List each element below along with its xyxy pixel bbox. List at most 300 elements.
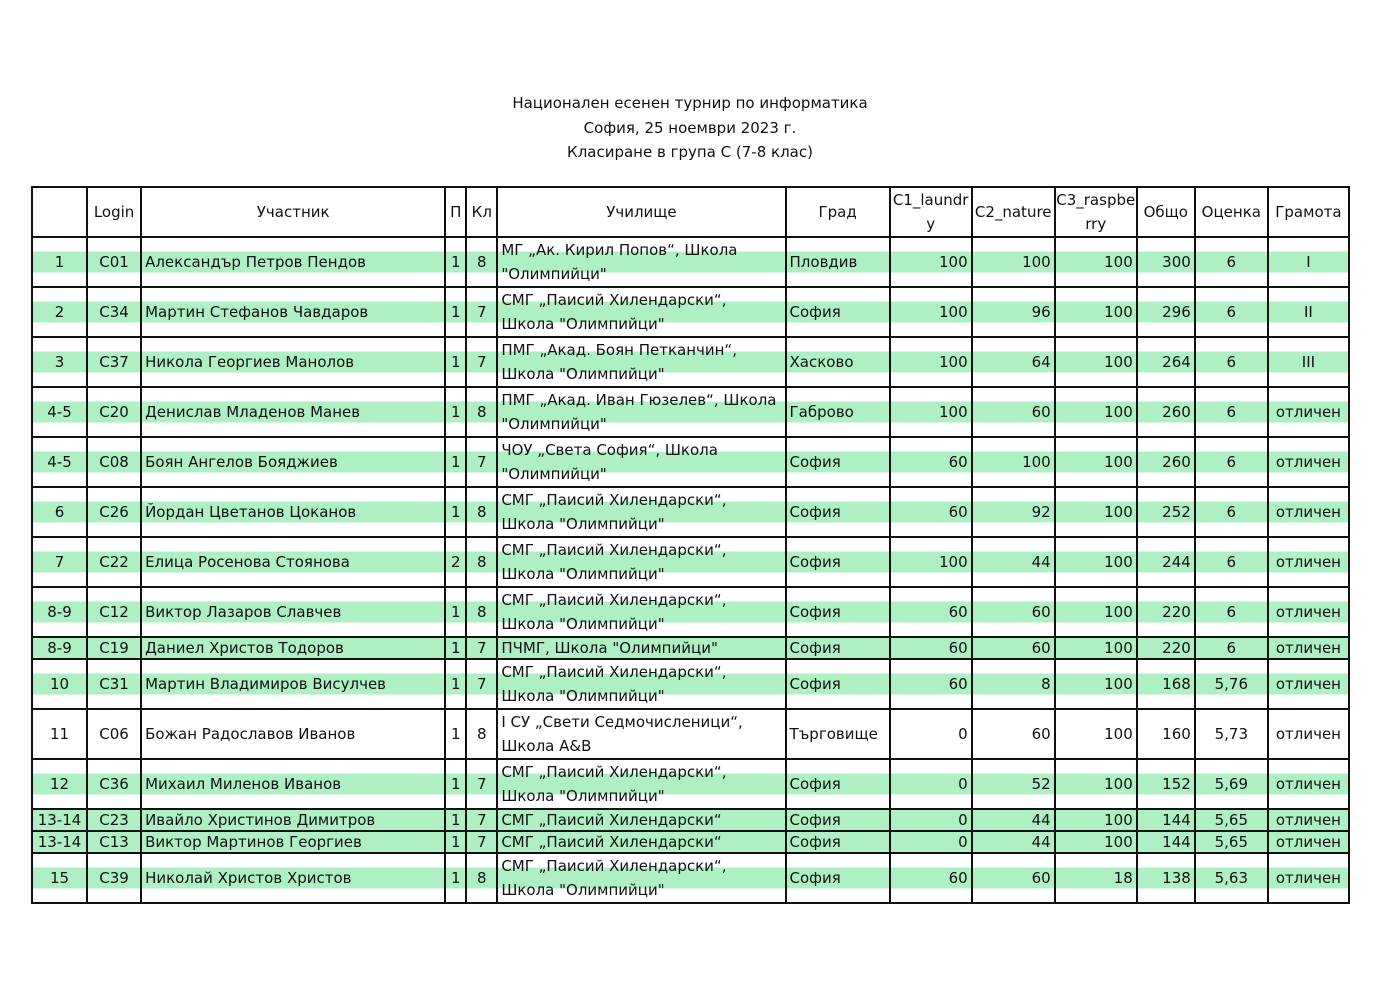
cell-class-text: 8 bbox=[477, 869, 487, 887]
cell-participant-text: Виктор Лазаров Славчев bbox=[145, 603, 342, 621]
cell-grade-text: 5,63 bbox=[1214, 869, 1249, 887]
cell-place bbox=[32, 337, 87, 387]
cell-c1-text: 60 bbox=[948, 453, 968, 471]
cell-school bbox=[497, 831, 785, 853]
col-grade-header: Оценка bbox=[1195, 187, 1268, 237]
cell-participant-text: Елица Росенова Стоянова bbox=[145, 553, 350, 571]
table-row bbox=[32, 387, 1349, 437]
cell-class-text: 8 bbox=[477, 253, 487, 271]
cell-place-text: 7 bbox=[54, 553, 65, 571]
cell-participant-text: Мартин Стефанов Чавдаров bbox=[145, 303, 369, 321]
cell-login-text: C39 bbox=[99, 869, 129, 887]
cell-participant bbox=[141, 537, 445, 587]
table-header-row bbox=[32, 187, 1349, 237]
cell-p bbox=[445, 853, 466, 903]
cell-class-text: 8 bbox=[477, 553, 487, 571]
cell-c1 bbox=[890, 587, 972, 637]
cell-grade bbox=[1195, 437, 1268, 487]
col-class-header: Кл bbox=[466, 187, 497, 237]
cell-class-text: 7 bbox=[477, 833, 487, 851]
cell-c2-text: 64 bbox=[1031, 353, 1051, 371]
cell-award bbox=[1268, 287, 1349, 337]
cell-school-text: СМГ „Паисий Хилендарски“, Школа "Олимпийци" bbox=[501, 857, 727, 899]
cell-total-text: 138 bbox=[1162, 869, 1191, 887]
cell-award-text: отличен bbox=[1275, 869, 1341, 887]
cell-c1-text: 100 bbox=[939, 553, 968, 571]
cell-total-text: 260 bbox=[1162, 453, 1191, 471]
cell-grade bbox=[1195, 853, 1268, 903]
cell-school bbox=[497, 237, 785, 287]
cell-login bbox=[87, 387, 141, 437]
cell-place bbox=[32, 587, 87, 637]
cell-city bbox=[786, 237, 890, 287]
cell-grade bbox=[1195, 237, 1268, 287]
col-p-header: П bbox=[445, 187, 466, 237]
cell-school-text: СМГ „Паисий Хилендарски“, Школа "Олимпийци" bbox=[501, 663, 727, 705]
cell-participant-text: Боян Ангелов Бояджиев bbox=[145, 453, 338, 471]
cell-total-text: 144 bbox=[1162, 811, 1191, 829]
cell-award-text: отличен bbox=[1275, 453, 1341, 471]
table-row bbox=[32, 637, 1349, 659]
cell-place bbox=[32, 487, 87, 537]
cell-c1 bbox=[890, 487, 972, 537]
cell-class bbox=[466, 759, 497, 809]
cell-p bbox=[445, 287, 466, 337]
cell-p-text: 1 bbox=[451, 639, 461, 657]
cell-c2-text: 96 bbox=[1031, 303, 1051, 321]
group-ranking-title: Класиране в група С (7-8 клас) bbox=[567, 143, 813, 161]
cell-total bbox=[1137, 637, 1195, 659]
cell-c1-text: 100 bbox=[939, 403, 968, 421]
cell-place-text: 3 bbox=[54, 353, 65, 371]
cell-place-text: 2 bbox=[54, 303, 65, 321]
cell-p-text: 1 bbox=[451, 833, 461, 851]
cell-login bbox=[87, 587, 141, 637]
cell-total-text: 144 bbox=[1162, 833, 1191, 851]
cell-place bbox=[32, 809, 87, 831]
cell-school bbox=[497, 487, 785, 537]
cell-c2 bbox=[972, 287, 1055, 337]
cell-place-text: 8-9 bbox=[47, 603, 72, 621]
col-participant-header: Участник bbox=[141, 187, 445, 237]
cell-class bbox=[466, 437, 497, 487]
cell-c2-text: 92 bbox=[1031, 503, 1051, 521]
cell-c2 bbox=[972, 759, 1055, 809]
cell-school-text: СМГ „Паисий Хилендарски“ bbox=[501, 833, 722, 851]
cell-city bbox=[786, 437, 890, 487]
cell-award-text: отличен bbox=[1275, 675, 1341, 693]
cell-class-text: 7 bbox=[477, 639, 487, 657]
cell-login-text: C01 bbox=[99, 253, 129, 271]
cell-c2 bbox=[972, 659, 1055, 709]
cell-c3 bbox=[1055, 387, 1137, 437]
cell-class bbox=[466, 387, 497, 437]
cell-class-text: 7 bbox=[477, 775, 487, 793]
cell-participant bbox=[141, 809, 445, 831]
cell-award bbox=[1268, 637, 1349, 659]
cell-total-text: 220 bbox=[1162, 603, 1191, 621]
cell-city-text: София bbox=[789, 869, 841, 887]
cell-class-text: 8 bbox=[477, 603, 487, 621]
cell-award-text: отличен bbox=[1275, 811, 1341, 829]
cell-city-text: София bbox=[789, 453, 841, 471]
cell-c1 bbox=[890, 637, 972, 659]
table-row bbox=[32, 809, 1349, 831]
cell-grade-text: 6 bbox=[1226, 403, 1237, 421]
cell-place-text: 1 bbox=[54, 253, 65, 271]
cell-login bbox=[87, 337, 141, 387]
cell-grade bbox=[1195, 809, 1268, 831]
cell-school-text: ПМГ „Акад. Иван Гюзелев“, Школа "Олимпийци" bbox=[501, 391, 777, 433]
cell-grade-text: 6 bbox=[1226, 553, 1237, 571]
cell-c3 bbox=[1055, 487, 1137, 537]
table-row bbox=[32, 237, 1349, 287]
cell-participant bbox=[141, 387, 445, 437]
cell-award bbox=[1268, 437, 1349, 487]
cell-c3-text: 100 bbox=[1104, 353, 1133, 371]
cell-participant bbox=[141, 437, 445, 487]
cell-award-text: отличен bbox=[1275, 639, 1341, 657]
cell-c1-text: 60 bbox=[948, 675, 968, 693]
cell-school bbox=[497, 809, 785, 831]
cell-c2 bbox=[972, 437, 1055, 487]
cell-participant-text: Мартин Владимиров Висулчев bbox=[145, 675, 387, 693]
cell-place bbox=[32, 537, 87, 587]
cell-grade-text: 5,76 bbox=[1214, 675, 1249, 693]
cell-school-text: ЧОУ „Света София“, Школа "Олимпийци" bbox=[501, 441, 718, 483]
cell-c3 bbox=[1055, 337, 1137, 387]
location-date: София, 25 ноември 2023 г. bbox=[583, 118, 797, 137]
cell-c3 bbox=[1055, 709, 1137, 759]
table-row bbox=[32, 853, 1349, 903]
cell-login bbox=[87, 637, 141, 659]
cell-c1-text: 60 bbox=[948, 503, 968, 521]
cell-grade-text: 5,69 bbox=[1214, 775, 1249, 793]
cell-login bbox=[87, 709, 141, 759]
cell-participant bbox=[141, 759, 445, 809]
cell-class bbox=[466, 853, 497, 903]
cell-total bbox=[1137, 237, 1195, 287]
cell-award bbox=[1268, 853, 1349, 903]
cell-city bbox=[786, 759, 890, 809]
ranking-table bbox=[31, 186, 1350, 904]
cell-participant-text: Ивайло Христинов Димитров bbox=[145, 811, 376, 829]
cell-p-text: 1 bbox=[451, 811, 461, 829]
cell-school bbox=[497, 437, 785, 487]
cell-place bbox=[32, 659, 87, 709]
cell-city-text: София bbox=[789, 833, 841, 851]
col-award-header: Грамота bbox=[1268, 187, 1349, 237]
cell-p bbox=[445, 387, 466, 437]
cell-city-text: Търговище bbox=[789, 725, 878, 743]
cell-total-text: 252 bbox=[1162, 503, 1191, 521]
cell-grade-text: 5,65 bbox=[1214, 811, 1249, 829]
cell-c3-text: 100 bbox=[1104, 453, 1133, 471]
cell-c2 bbox=[972, 387, 1055, 437]
cell-class-text: 7 bbox=[477, 453, 487, 471]
cell-c3 bbox=[1055, 637, 1137, 659]
cell-c3-text: 100 bbox=[1104, 253, 1133, 271]
cell-participant-text: Николай Христов Христов bbox=[145, 869, 352, 887]
cell-c1 bbox=[890, 437, 972, 487]
cell-place-text: 4-5 bbox=[47, 403, 72, 421]
cell-grade bbox=[1195, 487, 1268, 537]
cell-c3-text: 100 bbox=[1104, 639, 1133, 657]
cell-award-text: I bbox=[1306, 253, 1311, 271]
cell-c2-text: 100 bbox=[1022, 253, 1051, 271]
cell-award-text: отличен bbox=[1275, 775, 1341, 793]
cell-c3-text: 100 bbox=[1104, 775, 1133, 793]
cell-city-text: София bbox=[789, 675, 841, 693]
cell-place-text: 10 bbox=[49, 675, 70, 693]
cell-p-text: 1 bbox=[451, 403, 461, 421]
table-row bbox=[32, 337, 1349, 387]
cell-c1-text: 60 bbox=[948, 869, 968, 887]
cell-participant-text: Виктор Мартинов Георгиев bbox=[145, 833, 362, 851]
col-c3-header: C3_raspberry bbox=[1055, 187, 1137, 237]
cell-p-text: 1 bbox=[451, 303, 461, 321]
table-row bbox=[32, 831, 1349, 853]
cell-p-text: 1 bbox=[451, 725, 461, 743]
col-total-header: Общо bbox=[1137, 187, 1195, 237]
cell-login bbox=[87, 537, 141, 587]
cell-p bbox=[445, 237, 466, 287]
cell-c3-text: 100 bbox=[1104, 725, 1133, 743]
cell-class bbox=[466, 537, 497, 587]
cell-total-text: 220 bbox=[1162, 639, 1191, 657]
cell-place bbox=[32, 831, 87, 853]
cell-participant bbox=[141, 287, 445, 337]
cell-login-text: C36 bbox=[99, 775, 129, 793]
cell-c3-text: 100 bbox=[1104, 833, 1133, 851]
cell-c3-text: 100 bbox=[1104, 553, 1133, 571]
cell-c2-text: 100 bbox=[1022, 453, 1051, 471]
cell-c1 bbox=[890, 759, 972, 809]
cell-class bbox=[466, 237, 497, 287]
cell-award bbox=[1268, 387, 1349, 437]
cell-city-text: София bbox=[789, 603, 841, 621]
cell-c1-text: 100 bbox=[939, 303, 968, 321]
cell-total bbox=[1137, 387, 1195, 437]
cell-city-text: София bbox=[789, 303, 841, 321]
cell-award-text: II bbox=[1303, 303, 1313, 321]
table-row bbox=[32, 537, 1349, 587]
cell-c1-text: 0 bbox=[958, 811, 968, 829]
cell-school-text: СМГ „Паисий Хилендарски“, Школа "Олимпийци" bbox=[501, 763, 727, 805]
cell-c2-text: 60 bbox=[1031, 603, 1051, 621]
cell-class bbox=[466, 809, 497, 831]
cell-login bbox=[87, 237, 141, 287]
cell-c1 bbox=[890, 659, 972, 709]
cell-participant-text: Даниел Христов Тодоров bbox=[145, 639, 344, 657]
cell-login bbox=[87, 759, 141, 809]
cell-class bbox=[466, 587, 497, 637]
cell-school-text: ПМГ „Акад. Боян Петканчин“, Школа "Олимпийци" bbox=[501, 341, 737, 383]
cell-place bbox=[32, 853, 87, 903]
cell-login-text: C13 bbox=[99, 833, 129, 851]
cell-participant bbox=[141, 487, 445, 537]
cell-place bbox=[32, 709, 87, 759]
cell-c2 bbox=[972, 809, 1055, 831]
cell-class-text: 7 bbox=[477, 303, 487, 321]
cell-c1 bbox=[890, 337, 972, 387]
cell-login bbox=[87, 437, 141, 487]
cell-c3 bbox=[1055, 437, 1137, 487]
cell-total bbox=[1137, 487, 1195, 537]
cell-p-text: 1 bbox=[451, 503, 461, 521]
cell-award bbox=[1268, 831, 1349, 853]
cell-participant bbox=[141, 337, 445, 387]
cell-city bbox=[786, 637, 890, 659]
cell-c2 bbox=[972, 637, 1055, 659]
table-row bbox=[32, 487, 1349, 537]
cell-award-text: отличен bbox=[1275, 503, 1341, 521]
cell-login bbox=[87, 659, 141, 709]
cell-participant bbox=[141, 659, 445, 709]
cell-total bbox=[1137, 831, 1195, 853]
cell-total-text: 264 bbox=[1162, 353, 1191, 371]
cell-total bbox=[1137, 537, 1195, 587]
cell-city bbox=[786, 587, 890, 637]
cell-p bbox=[445, 831, 466, 853]
cell-c2-text: 60 bbox=[1031, 403, 1051, 421]
cell-c2 bbox=[972, 587, 1055, 637]
cell-city bbox=[786, 537, 890, 587]
cell-p bbox=[445, 337, 466, 387]
cell-login-text: C34 bbox=[99, 303, 129, 321]
cell-total-text: 300 bbox=[1162, 253, 1191, 271]
cell-total bbox=[1137, 287, 1195, 337]
cell-school bbox=[497, 759, 785, 809]
cell-award-text: III bbox=[1301, 353, 1316, 371]
cell-total bbox=[1137, 337, 1195, 387]
cell-grade-text: 6 bbox=[1226, 303, 1237, 321]
col-c1-header: C1_laundry bbox=[890, 187, 972, 237]
cell-school-text: МГ „Ак. Кирил Попов“, Школа "Олимпийци" bbox=[501, 241, 738, 283]
cell-class bbox=[466, 337, 497, 387]
col-place-header bbox=[32, 187, 87, 237]
cell-place-text: 4-5 bbox=[47, 453, 72, 471]
cell-award bbox=[1268, 237, 1349, 287]
cell-grade-text: 6 bbox=[1226, 639, 1237, 657]
cell-grade bbox=[1195, 537, 1268, 587]
cell-class-text: 8 bbox=[477, 725, 487, 743]
cell-p bbox=[445, 709, 466, 759]
cell-c3 bbox=[1055, 659, 1137, 709]
cell-city-text: София bbox=[789, 639, 841, 657]
cell-place-text: 6 bbox=[54, 503, 65, 521]
cell-total bbox=[1137, 809, 1195, 831]
cell-class-text: 7 bbox=[477, 353, 487, 371]
cell-city bbox=[786, 287, 890, 337]
cell-award-text: отличен bbox=[1275, 725, 1341, 743]
cell-school-text: ПЧМГ, Школа "Олимпийци" bbox=[501, 639, 718, 657]
cell-c2-text: 44 bbox=[1031, 553, 1051, 571]
cell-school bbox=[497, 287, 785, 337]
cell-place bbox=[32, 637, 87, 659]
cell-grade-text: 5,73 bbox=[1214, 725, 1249, 743]
cell-p bbox=[445, 537, 466, 587]
cell-class-text: 8 bbox=[477, 503, 487, 521]
cell-city bbox=[786, 337, 890, 387]
cell-grade-text: 6 bbox=[1226, 253, 1237, 271]
cell-c2 bbox=[972, 853, 1055, 903]
cell-city bbox=[786, 853, 890, 903]
cell-city-text: София bbox=[789, 775, 841, 793]
cell-city-text: Хасково bbox=[789, 353, 854, 371]
cell-c1-text: 0 bbox=[958, 775, 968, 793]
cell-c2-text: 8 bbox=[1041, 675, 1051, 693]
cell-login bbox=[87, 809, 141, 831]
cell-login-text: C08 bbox=[99, 453, 129, 471]
cell-p-text: 1 bbox=[451, 603, 461, 621]
cell-participant bbox=[141, 237, 445, 287]
cell-place-text: 15 bbox=[49, 869, 70, 887]
cell-c1 bbox=[890, 853, 972, 903]
cell-login-text: C31 bbox=[99, 675, 129, 693]
cell-grade bbox=[1195, 337, 1268, 387]
cell-school-text: СМГ „Паисий Хилендарски“ bbox=[501, 811, 722, 829]
cell-grade bbox=[1195, 637, 1268, 659]
cell-c1 bbox=[890, 387, 972, 437]
cell-c1 bbox=[890, 831, 972, 853]
cell-total bbox=[1137, 709, 1195, 759]
cell-c2-text: 44 bbox=[1031, 811, 1051, 829]
cell-class bbox=[466, 287, 497, 337]
cell-school-text: I СУ „Свети Седмочисленици“, Школа A&B bbox=[501, 713, 743, 755]
document-header bbox=[0, 91, 1380, 165]
cell-login-text: C22 bbox=[99, 553, 129, 571]
cell-c2 bbox=[972, 337, 1055, 387]
cell-login-text: C06 bbox=[99, 725, 129, 743]
table-row bbox=[32, 437, 1349, 487]
cell-award bbox=[1268, 587, 1349, 637]
cell-award-text: отличен bbox=[1275, 603, 1341, 621]
cell-place bbox=[32, 437, 87, 487]
cell-school bbox=[497, 709, 785, 759]
cell-login-text: C12 bbox=[99, 603, 129, 621]
cell-place bbox=[32, 287, 87, 337]
cell-c2-text: 52 bbox=[1031, 775, 1051, 793]
col-login-header: Login bbox=[87, 187, 141, 237]
cell-c3 bbox=[1055, 809, 1137, 831]
cell-c2 bbox=[972, 487, 1055, 537]
table-row bbox=[32, 709, 1349, 759]
cell-participant bbox=[141, 853, 445, 903]
cell-participant bbox=[141, 831, 445, 853]
cell-award-text: отличен bbox=[1275, 833, 1341, 851]
cell-total bbox=[1137, 659, 1195, 709]
cell-place-text: 13-14 bbox=[37, 833, 82, 851]
col-city-header: Град bbox=[786, 187, 890, 237]
cell-award bbox=[1268, 537, 1349, 587]
cell-class-text: 7 bbox=[477, 675, 487, 693]
cell-place bbox=[32, 759, 87, 809]
cell-city-text: София bbox=[789, 811, 841, 829]
cell-total-text: 296 bbox=[1162, 303, 1191, 321]
cell-login-text: C37 bbox=[99, 353, 129, 371]
cell-p-text: 1 bbox=[451, 675, 461, 693]
cell-c2-text: 44 bbox=[1031, 833, 1051, 851]
cell-c3-text: 100 bbox=[1104, 603, 1133, 621]
cell-c1 bbox=[890, 537, 972, 587]
cell-total-text: 168 bbox=[1162, 675, 1191, 693]
cell-p bbox=[445, 659, 466, 709]
cell-c1 bbox=[890, 287, 972, 337]
cell-p-text: 1 bbox=[451, 869, 461, 887]
cell-c1-text: 60 bbox=[948, 639, 968, 657]
cell-city-text: Пловдив bbox=[789, 253, 858, 271]
